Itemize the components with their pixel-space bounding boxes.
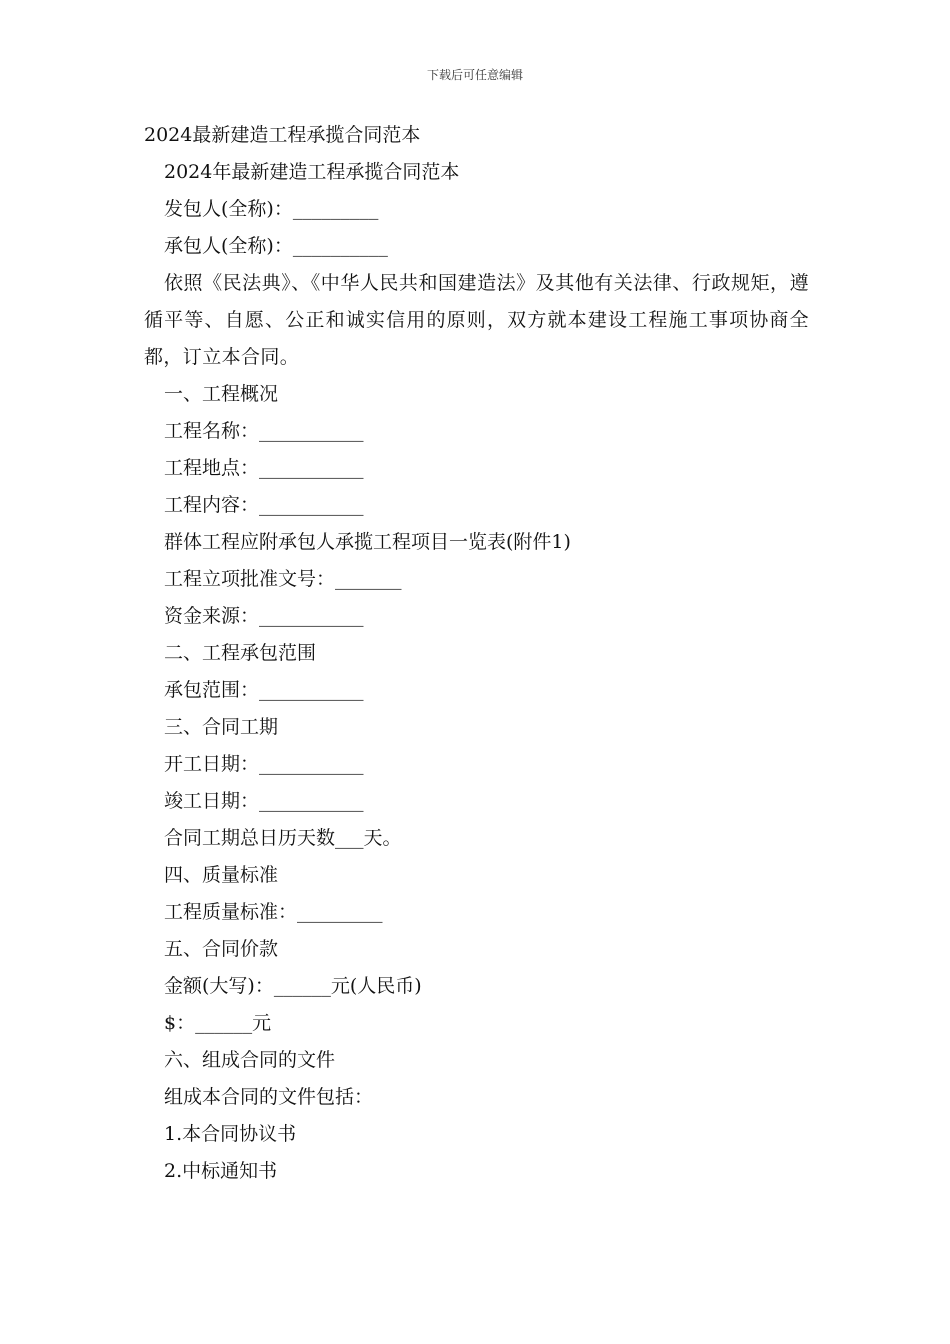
list-item: 1.本合同协议书 [164,1123,297,1145]
group-project-note: 群体工程应附承包人承揽工程项目一览表(附件1) [164,531,571,553]
project-name-field: 工程名称：___________ [164,420,364,442]
section-heading-duration: 三、合同工期 [164,716,279,738]
section-heading-quality: 四、质量标准 [164,864,279,886]
page-header-note: 下载后可任意编辑 [426,68,523,82]
quality-standard-field: 工程质量标准：_________ [164,901,383,923]
funding-source-field: 资金来源：___________ [164,605,364,627]
amount-figures-field: $：______元 [164,1012,272,1034]
amount-words-field: 金额(大写)：______元(人民币) [164,975,422,997]
project-location-field: 工程地点：___________ [164,457,364,479]
preamble-paragraph: 依照《民法典》、《中华人民共和国建造法》及其他有关法律、行政规矩，遵循平等、自愿、公正和诚实信用的原则，双方就本建设工程施工事项协商全都，订立本合同。 [144,272,809,368]
section-heading-scope: 二、工程承包范围 [164,642,317,664]
finish-date-field: 竣工日期：___________ [164,790,364,812]
start-date-field: 开工日期：___________ [164,753,364,775]
contractor-field: 承包人(全称)：__________ [164,235,388,257]
list-item: 2.中标通知书 [164,1160,278,1182]
project-content-field: 工程内容：___________ [164,494,364,516]
section-heading-project-overview: 一、工程概况 [164,383,279,405]
scope-field: 承包范围：___________ [164,679,364,701]
document-title: 2024最新建造工程承揽合同范本 [144,124,421,146]
section-heading-price: 五、合同价款 [164,938,279,960]
document-subtitle: 2024年最新建造工程承揽合同范本 [164,161,460,183]
document-body [144,117,809,1190]
employer-field: 发包人(全称)：_________ [164,198,379,220]
approval-number-field: 工程立项批准文号：_______ [164,568,402,590]
total-days-field: 合同工期总日历天数___天。 [164,827,402,849]
section-heading-documents: 六、组成合同的文件 [164,1049,336,1071]
documents-intro: 组成本合同的文件包括： [164,1086,374,1108]
